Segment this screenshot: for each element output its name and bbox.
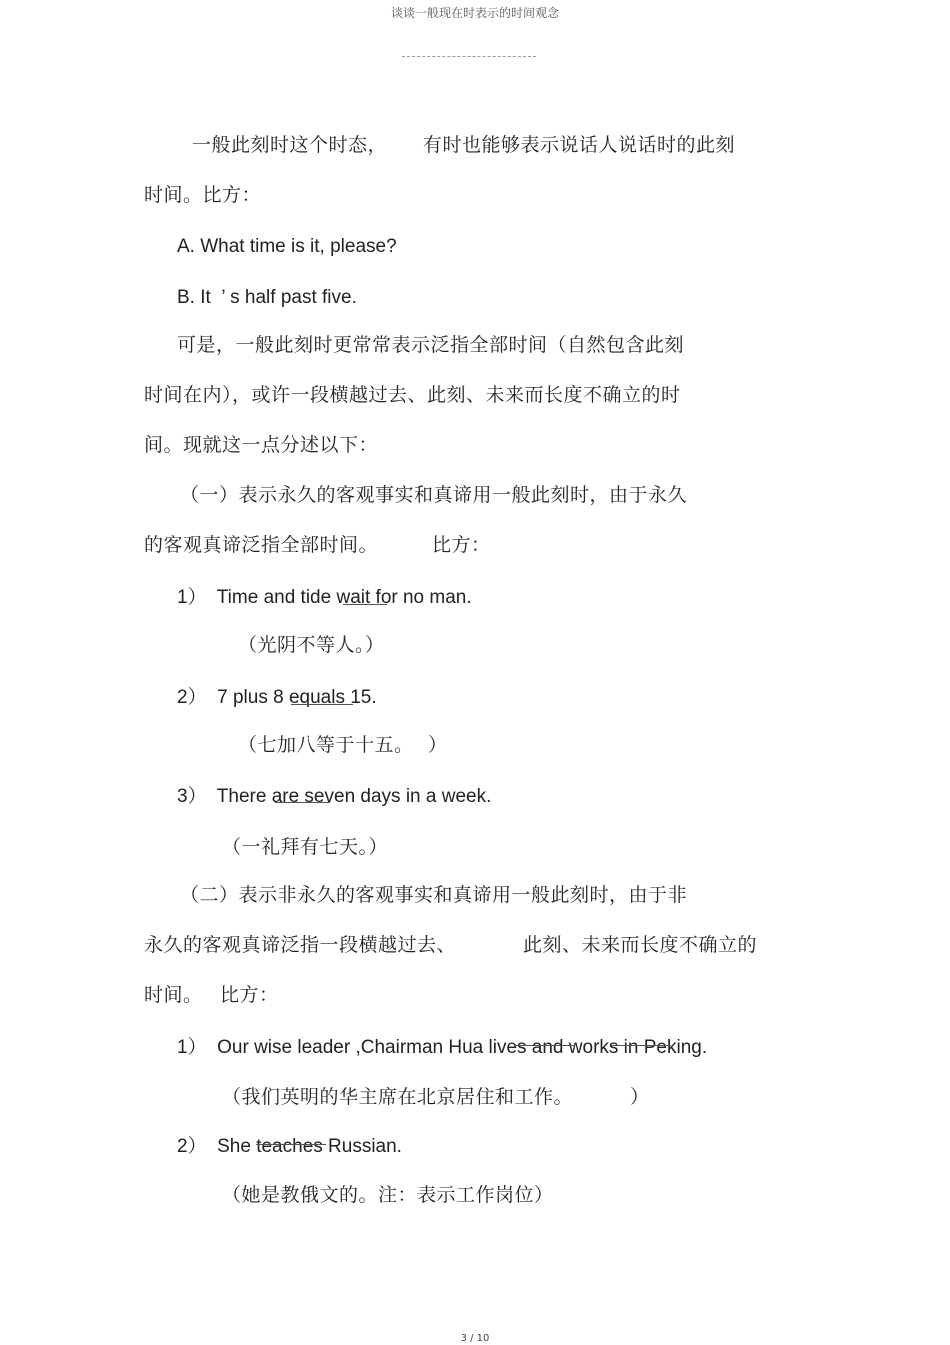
s2-example2: 2） She teaches Russian.	[177, 1136, 402, 1157]
s1-example3: 3） There are seven days in a week.	[177, 786, 492, 807]
para1-line2: 时间。比方：	[144, 184, 262, 206]
section1-line2b: 比方：	[432, 534, 491, 556]
running-header: 谈谈一般现在时表示的时间观念	[390, 6, 559, 20]
s1-example1: 1） Time and tide wait for no man.	[177, 587, 472, 608]
underline-are	[275, 802, 330, 803]
section2-line2b: 此刻、未来而长度不确立的	[523, 934, 758, 956]
strike-teaches	[256, 1144, 326, 1145]
s1-example2-translation-b: ）	[428, 734, 448, 756]
s1-example2-translation-a: （七加八等于十五。	[238, 734, 414, 756]
header-divider	[402, 56, 536, 57]
s1-example2: 2） 7 plus 8 equals 15.	[177, 687, 377, 708]
para2-line1: 可是，一般此刻时更常常表示泛指全部时间（自然包含此刻	[177, 334, 685, 356]
para2-line3: 间。现就这一点分述以下：	[144, 434, 379, 456]
strike-works-in	[611, 1045, 671, 1046]
para2-line2: 时间在内），或许一段横越过去、此刻、未来而长度不确立的时	[144, 384, 681, 406]
s1-example3-translation: （一礼拜有七天。）	[222, 836, 389, 858]
section2-line1: （二）表示非永久的客观事实和真谛用一般此刻时，由于非	[180, 884, 688, 906]
example-a: A. What time is it, please?	[177, 236, 397, 257]
underline-equals	[291, 704, 353, 705]
page-number: 3 / 10	[460, 1333, 490, 1344]
s2-example1: 1） Our wise leader ,Chairman Hua lives and works in Peking.	[177, 1037, 708, 1058]
section2-line2a: 永久的客观真谛泛指一段横越过去、	[144, 934, 457, 956]
s2-example1-translation-b: ）	[630, 1086, 650, 1108]
para1-line1a: 一般此刻时这个时态，	[192, 134, 388, 156]
section2-line3a: 时间。	[144, 984, 203, 1006]
s2-example1-translation-a: （我们英明的华主席在北京居住和工作。	[222, 1086, 574, 1108]
underline-wait-for	[343, 604, 387, 605]
example-b: B. It ’ s half past five.	[177, 287, 357, 308]
strike-lives-and	[514, 1045, 575, 1046]
s1-example1-translation: （光阴不等人。）	[238, 634, 385, 656]
section2-line3b: 比方：	[220, 984, 279, 1006]
section1-line2a: 的客观真谛泛指全部时间。	[144, 534, 379, 556]
para1-line1b: 有时也能够表示说话人说话时的此刻	[423, 134, 736, 156]
s2-example2-translation: （她是教俄文的。注：表示工作岗位）	[222, 1184, 554, 1206]
section1-line1: （一）表示永久的客观事实和真谛用一般此刻时，由于永久	[180, 484, 688, 506]
